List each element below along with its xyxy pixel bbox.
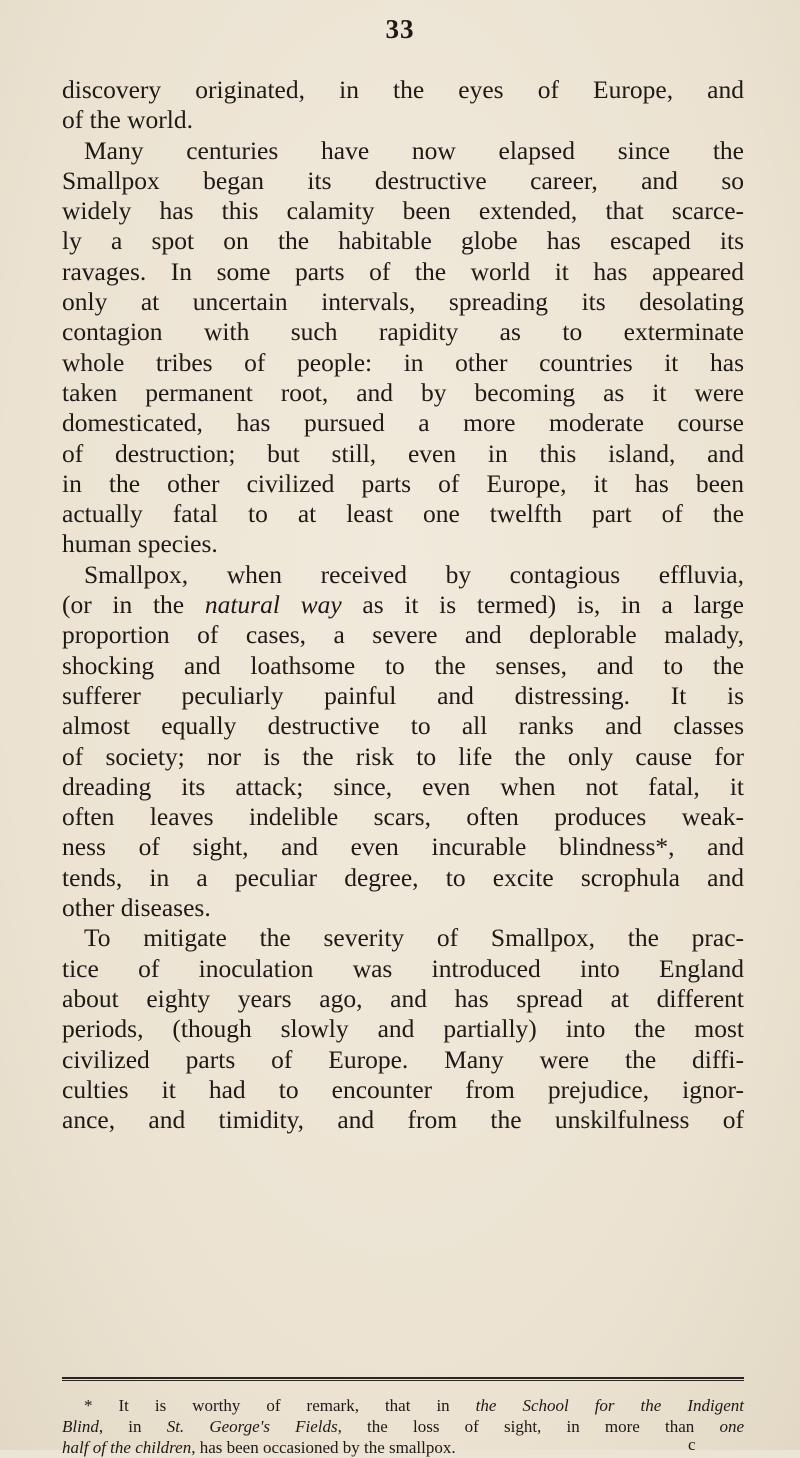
text-line: periods, (though slowly and partially) into the most <box>62 1014 744 1044</box>
text-line: shocking and loathsome to the senses, and to the <box>62 650 744 680</box>
text-line <box>62 590 744 620</box>
footnote-rule <box>62 1377 744 1379</box>
footnote-line <box>62 1395 744 1416</box>
text-line: in the other civilized parts of Europe, it has been <box>62 468 744 498</box>
text-line: often leaves indelible scars, often produces weak- <box>62 802 744 832</box>
footnote-rule-thin <box>62 1380 744 1381</box>
text-segment: , in <box>98 1417 167 1436</box>
text-segment: (or in the <box>62 590 205 620</box>
text-line: almost equally destructive to all ranks and classes <box>62 711 744 741</box>
text-line: sufferer peculiarly painful and distressing. It is <box>62 680 744 710</box>
text-line: of destruction; but still, even in this island, and <box>62 438 744 468</box>
italic-phrase: half of the children <box>62 1438 192 1457</box>
text-line: actually fatal to at least one twelfth part of the <box>62 499 744 529</box>
signature-mark: c <box>688 1435 696 1454</box>
text-segment: as it is termed) is, in a large <box>341 590 744 620</box>
text-line: proportion of cases, a severe and deplorable malady, <box>62 620 744 650</box>
text-line: whole tribes of people: in other countries it has <box>62 347 744 377</box>
footnote-line <box>62 1437 744 1458</box>
text-line: contagion with such rapidity as to exterminate <box>62 317 744 347</box>
italic-phrase: the School for the Indigent <box>475 1396 744 1415</box>
text-line: human species. <box>62 529 218 559</box>
text-line: To mitigate the severity of Smallpox, the prac- <box>84 923 744 953</box>
text-line: civilized parts of Europe. Many were the diffi- <box>62 1044 744 1074</box>
text-line: domesticated, has pursued a more moderate course <box>62 408 744 438</box>
text-line: Smallpox began its destructive career, and so <box>62 165 744 195</box>
text-line: widely has this calamity been extended, that scarce- <box>62 196 744 226</box>
italic-phrase: Blind <box>62 1417 99 1436</box>
text-line: Many centuries have now elapsed since the <box>84 135 744 165</box>
text-line: Smallpox, when received by contagious effluvia, <box>84 559 744 589</box>
text-line: tice of inoculation was introduced into England <box>62 953 744 983</box>
text-line: taken permanent root, and by becoming as it were <box>62 377 744 407</box>
text-line: ness of sight, and even incurable blindness*, and <box>62 832 744 862</box>
text-segment: , the loss of sight, in more than <box>337 1417 720 1436</box>
text-line: of society; nor is the risk to life the only cause for <box>62 741 744 771</box>
text-line: tends, in a peculiar degree, to excite scrophula and <box>62 862 744 892</box>
text-line: culties it had to encounter from prejudice, ignor- <box>62 1074 744 1104</box>
italic-phrase: one <box>719 1417 744 1436</box>
text-line: ance, and timidity, and from the unskilfulness of <box>62 1105 744 1135</box>
text-line: ly a spot on the habitable globe has escaped its <box>62 226 744 256</box>
text-line: discovery originated, in the eyes of Europe, and <box>62 75 744 104</box>
text-line: only at uncertain intervals, spreading its desolating <box>62 287 744 317</box>
text-segment: * It is worthy of remark, that in <box>84 1396 476 1415</box>
italic-phrase: St. George's Fields <box>166 1417 338 1436</box>
italic-phrase: natural way <box>204 590 342 620</box>
text-line: about eighty years ago, and has spread at different <box>62 983 744 1013</box>
text-segment: , has been occasioned by the smallpox. <box>191 1438 456 1457</box>
page-number: 33 <box>385 14 415 44</box>
text-line: other diseases. <box>62 893 211 923</box>
body-text <box>62 75 744 1135</box>
footnote-line <box>62 1416 744 1437</box>
text-line: ravages. In some parts of the world it has appeared <box>62 256 744 286</box>
footnote <box>62 1395 744 1458</box>
text-line: dreading its attack; since, even when not fatal, it <box>62 771 744 801</box>
text-line: of the world. <box>62 105 194 135</box>
